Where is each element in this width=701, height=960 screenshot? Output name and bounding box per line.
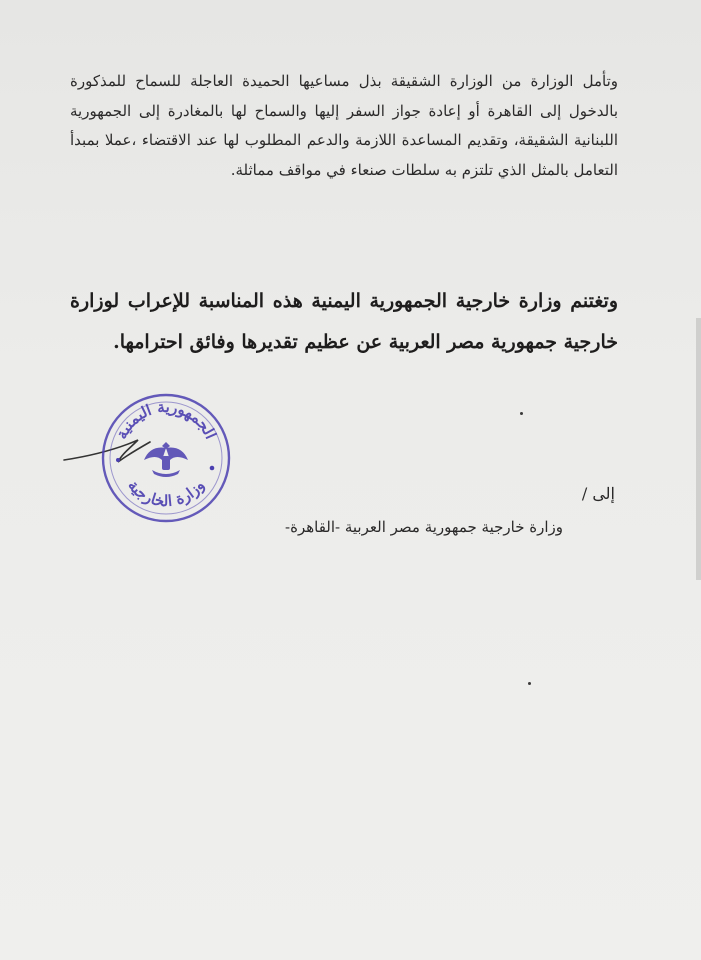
- paper-speck: [528, 682, 531, 685]
- paper-speck: [520, 412, 523, 415]
- yemen-eagle-emblem-icon: [144, 442, 188, 477]
- stamp-upper-text: الجمهورية اليمنية: [112, 397, 220, 442]
- photo-edge-shadow: [696, 318, 701, 580]
- letter-paragraph-request: وتأمل الوزارة من الوزارة الشقيقة بذل مساعيها الحميدة العاجلة للسماح للمذكورة بالدخول إلى القاهرة أو إعادة جواز السفر إليها والسماح لها بالمغادرة إلى الجمهورية اللبنانية الشقيقة، وتقديم المساعدة اللازمة والدعم المطلوب لها عند الاقتضاء ،عملا بمبدأ التعامل بالمثل الذي تلتزم به سلطات صنعاء في مواقف مماثلة.: [70, 72, 618, 179]
- svg-text:الجمهورية اليمنية: [112, 398, 220, 442]
- stamp-lower-text: وزارة الخارجية: [124, 476, 208, 511]
- ministry-stamp: [60, 390, 240, 525]
- signature-stroke: [64, 440, 150, 462]
- letter-paragraph-closing: وتغتنم وزارة خارجية الجمهورية اليمنية هذه المناسبة للإعراب لوزارة خارجية جمهورية مصر العربية عن عظيم تقديرها وفائق احترامها.: [70, 290, 618, 353]
- addressee-name: وزارة خارجية جمهورية مصر العربية -القاهرة-: [285, 518, 563, 536]
- addressee-label: إلى /: [581, 484, 615, 503]
